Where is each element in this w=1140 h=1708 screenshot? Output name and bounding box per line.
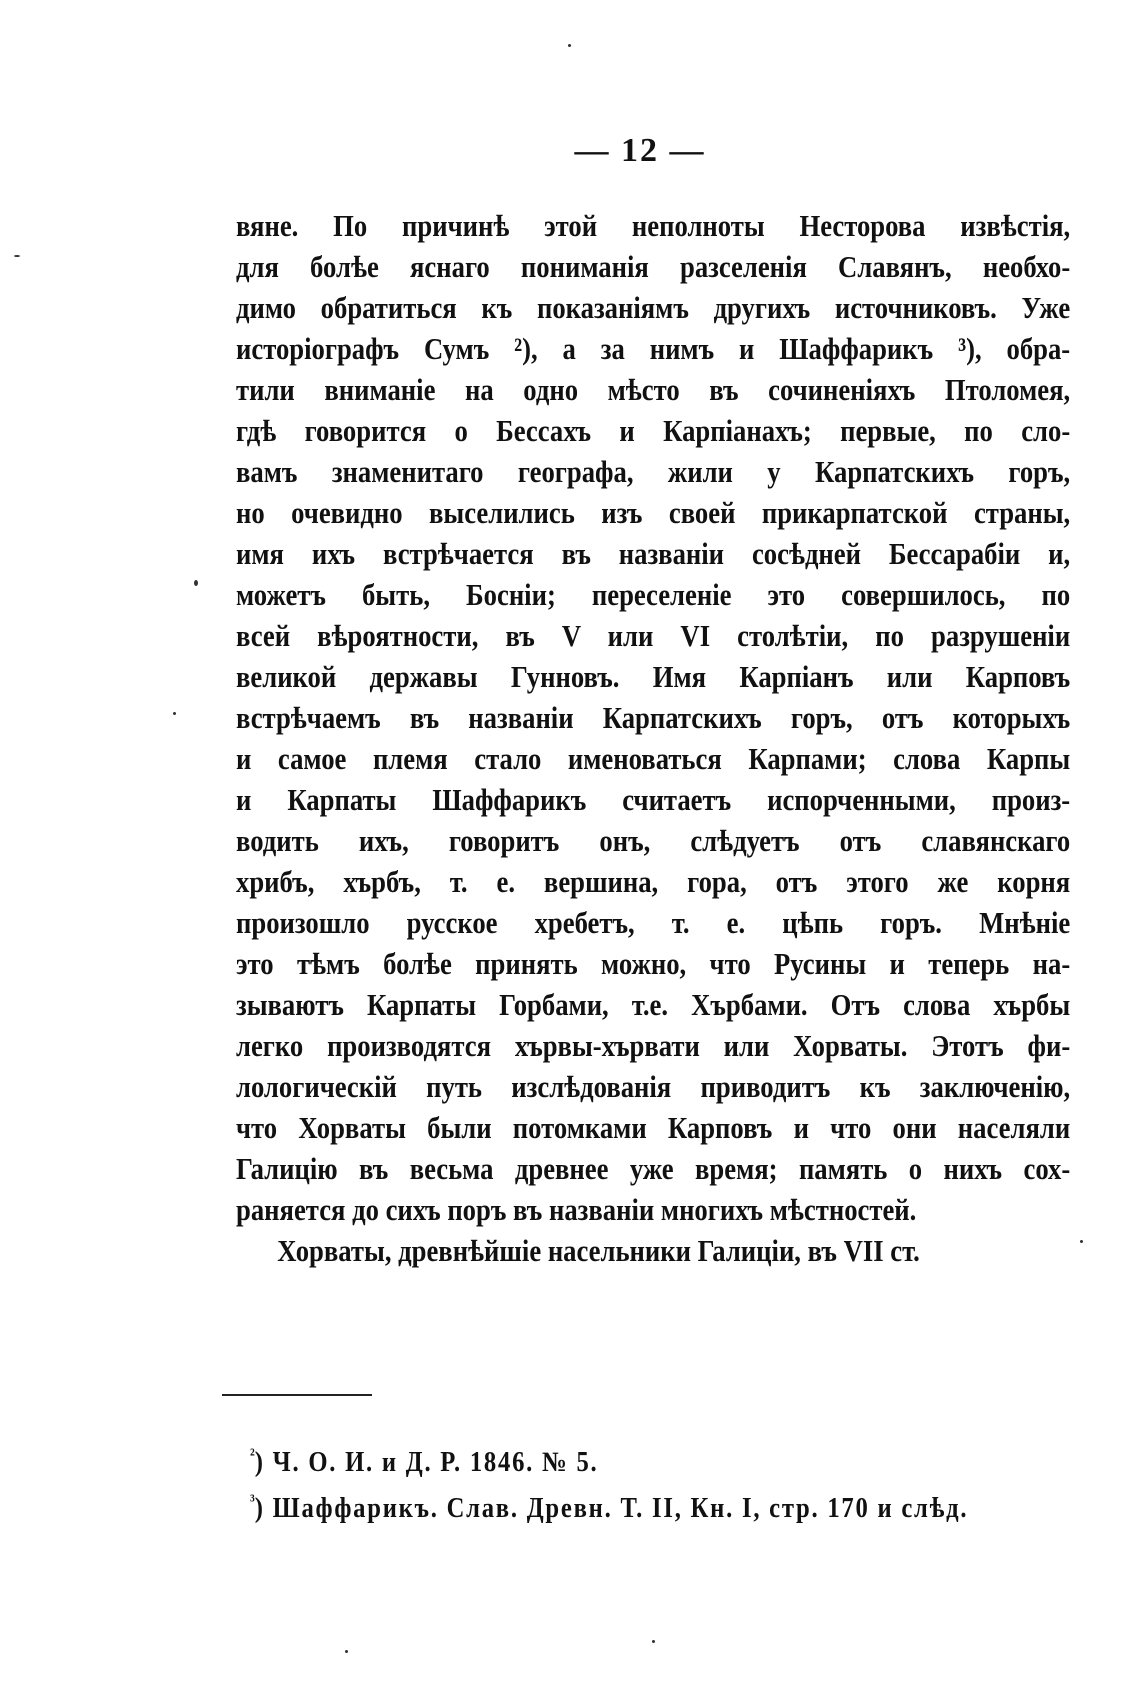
text-line: это тѣмъ болѣе принять можно, что Русины и теперь на-: [236, 946, 1071, 981]
footnote-mark: ²: [250, 1444, 255, 1465]
footnote: [250, 1440, 972, 1486]
scan-speck: [568, 44, 571, 47]
footnote-divider: [222, 1394, 372, 1396]
text-line: всей вѣроятности, въ V или VI столѣтіи, по разрушеніи: [236, 618, 1071, 653]
text-line: гдѣ говорится о Бессахъ и Карпіанахъ; первые, по сло-: [236, 413, 1071, 448]
footnote-text: ) Ч. О. И. и Д. Р. 1846. № 5.: [254, 1447, 599, 1478]
text-line: можетъ быть, Босніи; переселеніе это совершилось, по: [236, 577, 1071, 612]
text-line: лологическій путь изслѣдованія приводитъ къ заключенію,: [236, 1069, 1071, 1104]
text-line: вяне. По причинѣ этой неполноты Несторова извѣстія,: [236, 208, 1071, 243]
scan-speck: [1080, 1240, 1083, 1243]
text-line: встрѣчаемъ въ названіи Карпатскихъ горъ, отъ которыхъ: [236, 700, 1071, 735]
page-number: — 12 —: [574, 132, 706, 169]
text-line: и Карпаты Шаффарикъ считаетъ испорченными, произ-: [236, 782, 1071, 817]
text-line: раняется до сихъ поръ въ названіи многихъ мѣстностей.: [236, 1192, 917, 1227]
scan-speck: [345, 1650, 348, 1653]
scan-speck: [14, 255, 20, 257]
text-line: и самое племя стало именоваться Карпами; слова Карпы: [236, 741, 1071, 776]
text-line: димо обратиться къ показаніямъ другихъ источниковъ. Уже: [236, 290, 1071, 325]
scan-speck: [194, 580, 198, 586]
text-line: легко производятся хървы-хървати или Хорваты. Этотъ фи-: [236, 1028, 1071, 1063]
text-line: Галицію въ весьма древнее уже время; память о нихъ сох-: [236, 1151, 1071, 1186]
footnote: [250, 1486, 972, 1532]
text-line: исторіографъ Сумъ ²), а за нимъ и Шаффарикъ ³), обра-: [236, 331, 1071, 366]
text-line: имя ихъ встрѣчается въ названіи сосѣдней Бессарабіи и,: [236, 536, 1071, 571]
footnotes: [250, 1440, 1070, 1532]
scan-speck: [652, 1640, 655, 1643]
body-text: [236, 205, 1070, 1271]
text-line: Хорваты, древнѣйшіе насельники Галиціи, въ VII ст.: [277, 1233, 920, 1268]
text-line: зываютъ Карпаты Горбами, т.е. Хърбами. Отъ слова хърбы: [236, 987, 1071, 1022]
text-line: хрибъ, хърбъ, т. е. вершина, гора, отъ этого же корня: [236, 864, 1071, 899]
text-line: вамъ знаменитаго географа, жили у Карпатскихъ горъ,: [236, 454, 1071, 489]
footnote-mark: ³: [250, 1490, 255, 1511]
text-line: произошло русское хребетъ, т. е. цѣпь горъ. Мнѣніе: [236, 905, 1071, 940]
scan-speck: [173, 712, 176, 715]
text-line: великой державы Гунновъ. Имя Карпіанъ или Карповъ: [236, 659, 1071, 694]
footnote-text: ) Шаффарикъ. Слав. Древн. Т. II, Кн. I, стр. 170 и слѣд.: [254, 1493, 969, 1524]
text-line: что Хорваты были потомками Карповъ и что они населяли: [236, 1110, 1071, 1145]
text-line: для болѣе яснаго пониманія разселенія Славянъ, необхо-: [236, 249, 1071, 284]
text-line: тили вниманіе на одно мѣсто въ сочиненіяхъ Птоломея,: [236, 372, 1071, 407]
text-line: водить ихъ, говоритъ онъ, слѣдуетъ отъ славянскаго: [236, 823, 1071, 858]
text-line: но очевидно выселились изъ своей прикарпатской страны,: [236, 495, 1071, 530]
